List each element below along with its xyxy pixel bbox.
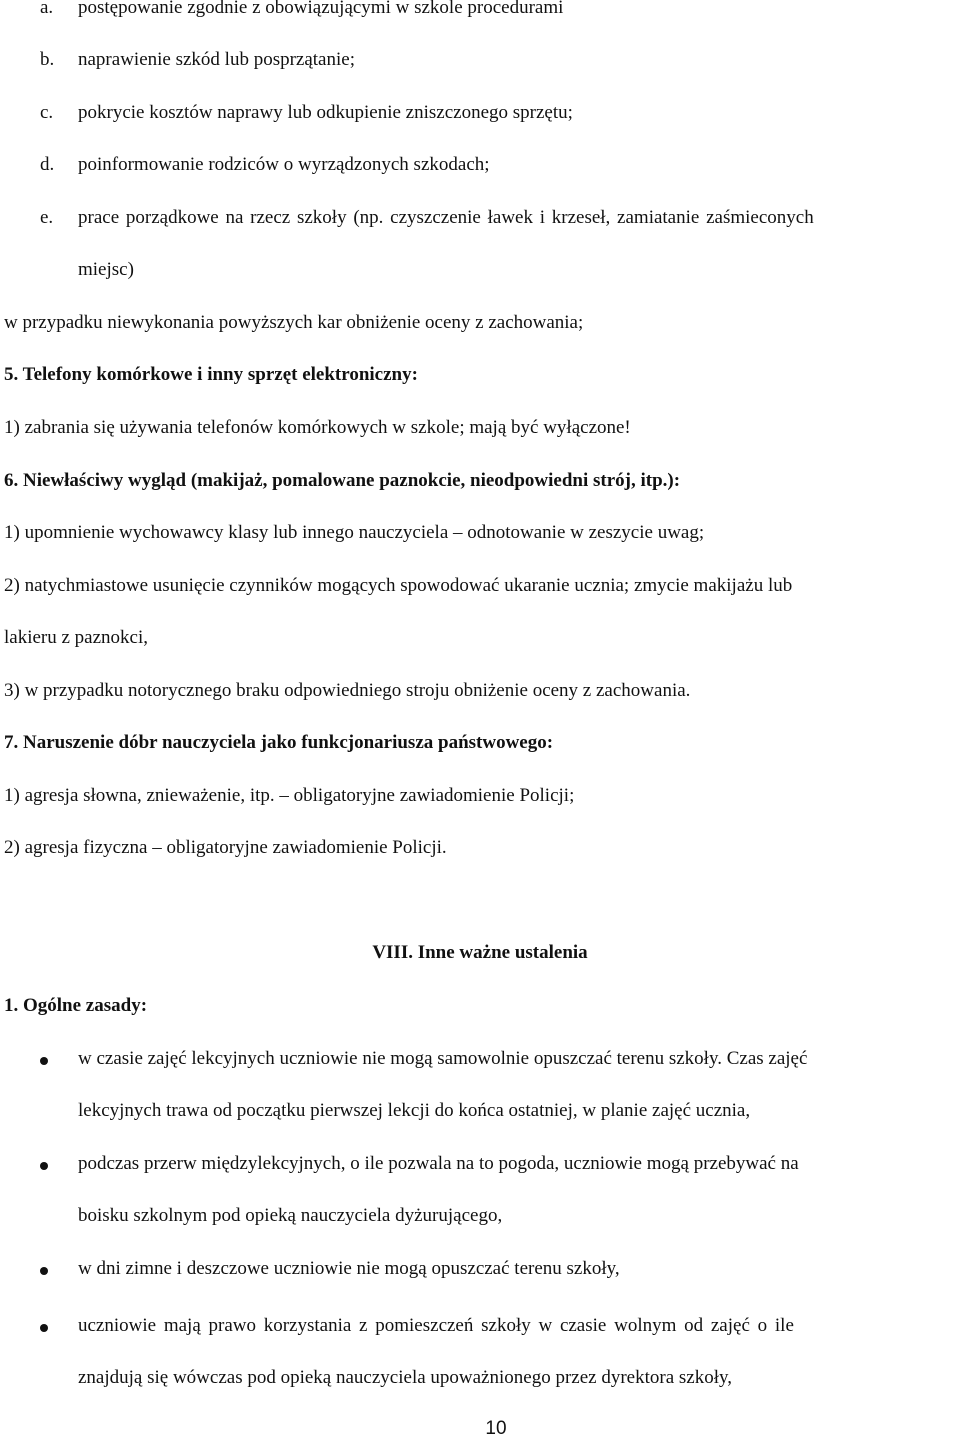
list-label-d: d.: [40, 154, 55, 175]
section6-item-1: 1) upomnienie wychowawcy klasy lub innego nauczyciela – odnotowanie w zeszycie uwag;: [4, 522, 705, 543]
list-item-e: prace porządkowe na rzecz szkoły (np. czyszczenie ławek i krzeseł, zamiatanie zaśmieconych: [78, 207, 814, 228]
bullet-4-line-2: znajdują się wówczas pod opieką nauczyciela upoważnionego przez dyrektora szkoły,: [78, 1367, 732, 1388]
bullet-marker: [40, 1324, 48, 1332]
section6-item-3: 3) w przypadku notorycznego braku odpowiedniego stroju obniżenie oceny z zachowania.: [4, 680, 691, 701]
bullet-marker: [40, 1267, 48, 1275]
section6-heading: 6. Niewłaściwy wygląd (makijaż, pomalowane paznokcie, nieodpowiedni strój, itp.):: [4, 470, 681, 491]
bullet-marker: [40, 1057, 48, 1065]
bullet-2-line-1: podczas przerw międzylekcyjnych, o ile pozwala na to pogoda, uczniowie mogą przebywać na: [78, 1153, 799, 1174]
general-rules-heading: 1. Ogólne zasady:: [4, 995, 148, 1016]
section6-item-2: 2) natychmiastowe usunięcie czynników mogących spowodować ukaranie ucznia; zmycie makijażu lub: [4, 575, 793, 596]
section5-heading: 5. Telefony komórkowe i inny sprzęt elektroniczny:: [4, 364, 418, 385]
list-label-c: c.: [40, 102, 54, 123]
penalty-note: w przypadku niewykonania powyższych kar obniżenie oceny z zachowania;: [4, 312, 584, 333]
section7-heading: 7. Naruszenie dóbr nauczyciela jako funkcjonariusza państwowego:: [4, 732, 554, 753]
page-number: 10: [485, 1418, 507, 1439]
bullet-3-line-1: w dni zimne i deszczowe uczniowie nie mogą opuszczać terenu szkoły,: [78, 1258, 620, 1279]
section5-item-1: 1) zabrania się używania telefonów komórkowych w szkole; mają być wyłączone!: [4, 417, 631, 438]
list-label-a: a.: [40, 0, 54, 18]
bullet-1-line-1: w czasie zajęć lekcyjnych uczniowie nie mogą samowolnie opuszczać terenu szkoły. Czas zajęć: [78, 1048, 808, 1069]
section7-item-2: 2) agresja fizyczna – obligatoryjne zawiadomienie Policji.: [4, 837, 447, 858]
list-item-c: pokrycie kosztów naprawy lub odkupienie zniszczonego sprzętu;: [78, 102, 573, 123]
bullet-2-line-2: boisku szkolnym pod opieką nauczyciela dyżurującego,: [78, 1205, 503, 1226]
list-item-b: naprawienie szkód lub posprzątanie;: [78, 49, 355, 70]
list-label-b: b.: [40, 49, 55, 70]
bullet-4-line-1: uczniowie mają prawo korzystania z pomieszczeń szkoły w czasie wolnym od zajęć o ile: [78, 1315, 794, 1336]
chapter-heading: VIII. Inne ważne ustalenia: [372, 942, 588, 963]
section6-item-2-continuation: lakieru z paznokci,: [4, 627, 149, 648]
list-item-a: postępowanie zgodnie z obowiązującymi w szkole procedurami: [78, 0, 564, 18]
bullet-marker: [40, 1162, 48, 1170]
bullet-1-line-2: lekcyjnych trawa od początku pierwszej lekcji do końca ostatniej, w planie zajęć ucznia,: [78, 1100, 751, 1121]
section7-item-1: 1) agresja słowna, znieważenie, itp. – obligatoryjne zawiadomienie Policji;: [4, 785, 575, 806]
list-label-e: e.: [40, 207, 54, 228]
list-item-d: poinformowanie rodziców o wyrządzonych szkodach;: [78, 154, 490, 175]
list-item-e-continuation: miejsc): [78, 259, 134, 280]
